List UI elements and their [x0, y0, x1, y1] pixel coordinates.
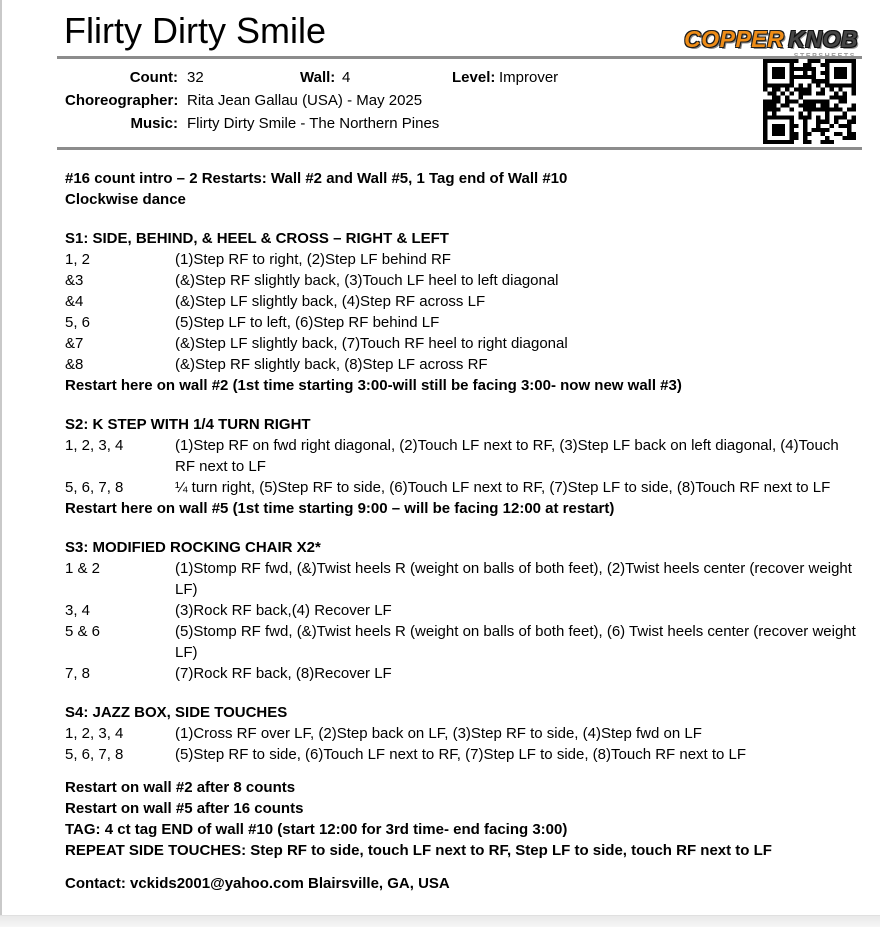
step-counts: 5 & 6 — [65, 623, 101, 640]
step-row — [65, 558, 861, 600]
step-counts: 3, 4 — [65, 602, 91, 619]
count-value: 32 — [187, 69, 204, 86]
contact-info: Contact: vckids2001@yahoo.com Blairsville, GA, USA — [65, 875, 450, 892]
step-counts: &4 — [65, 293, 84, 310]
intro-line: Clockwise dance — [65, 191, 186, 208]
section-title: S1: SIDE, BEHIND, & HEEL & CROSS – RIGHT & LEFT — [65, 230, 449, 247]
step-counts: 1, 2 — [65, 251, 91, 268]
restart-note: Restart here on wall #5 (1st time starting 9:00 – will be facing 12:00 at restart) — [65, 500, 615, 517]
restart-note: Restart here on wall #2 (1st time starting 3:00-will still be facing 3:00- now new wall #3) — [65, 377, 682, 394]
section-s2 — [65, 414, 861, 519]
header-divider — [57, 147, 862, 150]
copperknob-logo-text — [684, 28, 858, 51]
step-row — [65, 291, 861, 312]
step-row — [65, 249, 861, 270]
page-title: Flirty Dirty Smile — [64, 10, 326, 51]
step-row — [65, 312, 861, 333]
tag-note: TAG: 4 ct tag END of wall #10 (start 12:00 for 3rd time- end facing 3:00) — [65, 821, 568, 838]
step-description: (7)Rock RF back, (8)Recover LF — [175, 665, 392, 682]
logo-copper-text: COPPER — [684, 26, 785, 52]
restart-note: Restart on wall #2 after 8 counts — [65, 779, 296, 796]
header-info — [65, 69, 765, 138]
step-description: (1)Step RF to right, (2)Step LF behind RF — [175, 251, 451, 268]
step-row — [65, 723, 861, 744]
step-row — [65, 744, 861, 765]
step-counts: &3 — [65, 272, 84, 289]
step-description: (1)Stomp RF fwd, (&)Twist heels R (weight on balls of both feet), (2)Twist heels center (recover weight LF) — [175, 560, 852, 598]
section-title: S4: JAZZ BOX, SIDE TOUCHES — [65, 704, 288, 721]
step-description: (3)Rock RF back,(4) Recover LF — [175, 602, 392, 619]
title-divider — [57, 56, 862, 59]
step-counts: 1, 2, 3, 4 — [65, 725, 124, 742]
choreographer-value: Rita Jean Gallau (USA) - May 2025 — [187, 92, 423, 109]
music-label: Music: — [130, 115, 178, 132]
header-row-2 — [65, 92, 765, 115]
choreographer-label: Choreographer: — [65, 92, 179, 109]
restart-note: Restart on wall #5 after 16 counts — [65, 800, 304, 817]
step-description: (1)Step RF on fwd right diagonal, (2)Touch LF next to RF, (3)Step LF back on left diagonal, (4)Touch RF next to LF — [175, 437, 839, 475]
intro-line: #16 count intro – 2 Restarts: Wall #2 and Wall #5, 1 Tag end of Wall #10 — [65, 170, 568, 187]
step-description: (5)Step LF to left, (6)Step RF behind LF — [175, 314, 440, 331]
music-value: Flirty Dirty Smile - The Northern Pines — [187, 115, 440, 132]
step-row — [65, 600, 861, 621]
step-counts: 7, 8 — [65, 665, 91, 682]
step-description: (&)Step LF slightly back, (4)Step RF across LF — [175, 293, 486, 310]
section-s4 — [65, 702, 861, 765]
step-counts: 1, 2, 3, 4 — [65, 437, 124, 454]
step-counts: 5, 6 — [65, 314, 91, 331]
step-description: (&)Step LF slightly back, (7)Touch RF heel to right diagonal — [175, 335, 568, 352]
step-description: (&)Step RF slightly back, (8)Step LF across RF — [175, 356, 488, 373]
step-counts: 5, 6, 7, 8 — [65, 746, 124, 763]
step-counts: &7 — [65, 335, 84, 352]
qr-code — [763, 59, 856, 144]
section-s3 — [65, 537, 861, 684]
footer-notes — [65, 777, 861, 861]
level-value: Improver — [499, 69, 559, 86]
repeat-note: REPEAT SIDE TOUCHES: Step RF to side, touch LF next to RF, Step LF to side, touch RF next to LF — [65, 842, 772, 859]
wall-label: Wall: — [300, 69, 336, 86]
step-row — [65, 621, 861, 663]
section-title: S2: K STEP WITH 1/4 TURN RIGHT — [65, 416, 311, 433]
step-description: (5)Stomp RF fwd, (&)Twist heels R (weight on balls of both feet), (6) Twist heels center (recover weight LF) — [175, 623, 856, 661]
header-row-3 — [65, 115, 765, 138]
step-row — [65, 333, 861, 354]
level-label: Level: — [452, 69, 496, 86]
page-left-edge — [0, 0, 2, 926]
header-row-1 — [65, 69, 765, 92]
step-counts: 1 & 2 — [65, 560, 101, 577]
step-row — [65, 435, 861, 477]
step-counts: &8 — [65, 356, 84, 373]
step-row — [65, 354, 861, 375]
page-bottom-edge — [0, 915, 880, 927]
step-counts: 5, 6, 7, 8 — [65, 479, 124, 496]
section-s1 — [65, 228, 861, 396]
logo-knob-text: KNOB — [788, 26, 858, 52]
step-description: (&)Step RF slightly back, (3)Touch LF heel to left diagonal — [175, 272, 559, 289]
step-description: (5)Step RF to side, (6)Touch LF next to RF, (7)Step LF to side, (8)Touch RF next to LF — [175, 746, 747, 763]
step-row — [65, 270, 861, 291]
step-description: (1)Cross RF over LF, (2)Step back on LF, (3)Step RF to side, (4)Step fwd on LF — [175, 725, 702, 742]
wall-value: 4 — [342, 69, 351, 86]
step-description: ¼ turn right, (5)Step RF to side, (6)Touch LF next to RF, (7)Step LF to side, (8)Touch RF next to LF — [175, 479, 831, 496]
count-label: Count: — [129, 69, 178, 86]
stepsheet-body — [65, 168, 861, 894]
step-row — [65, 663, 861, 684]
step-row — [65, 477, 861, 498]
section-title: S3: MODIFIED ROCKING CHAIR X2* — [65, 539, 321, 556]
